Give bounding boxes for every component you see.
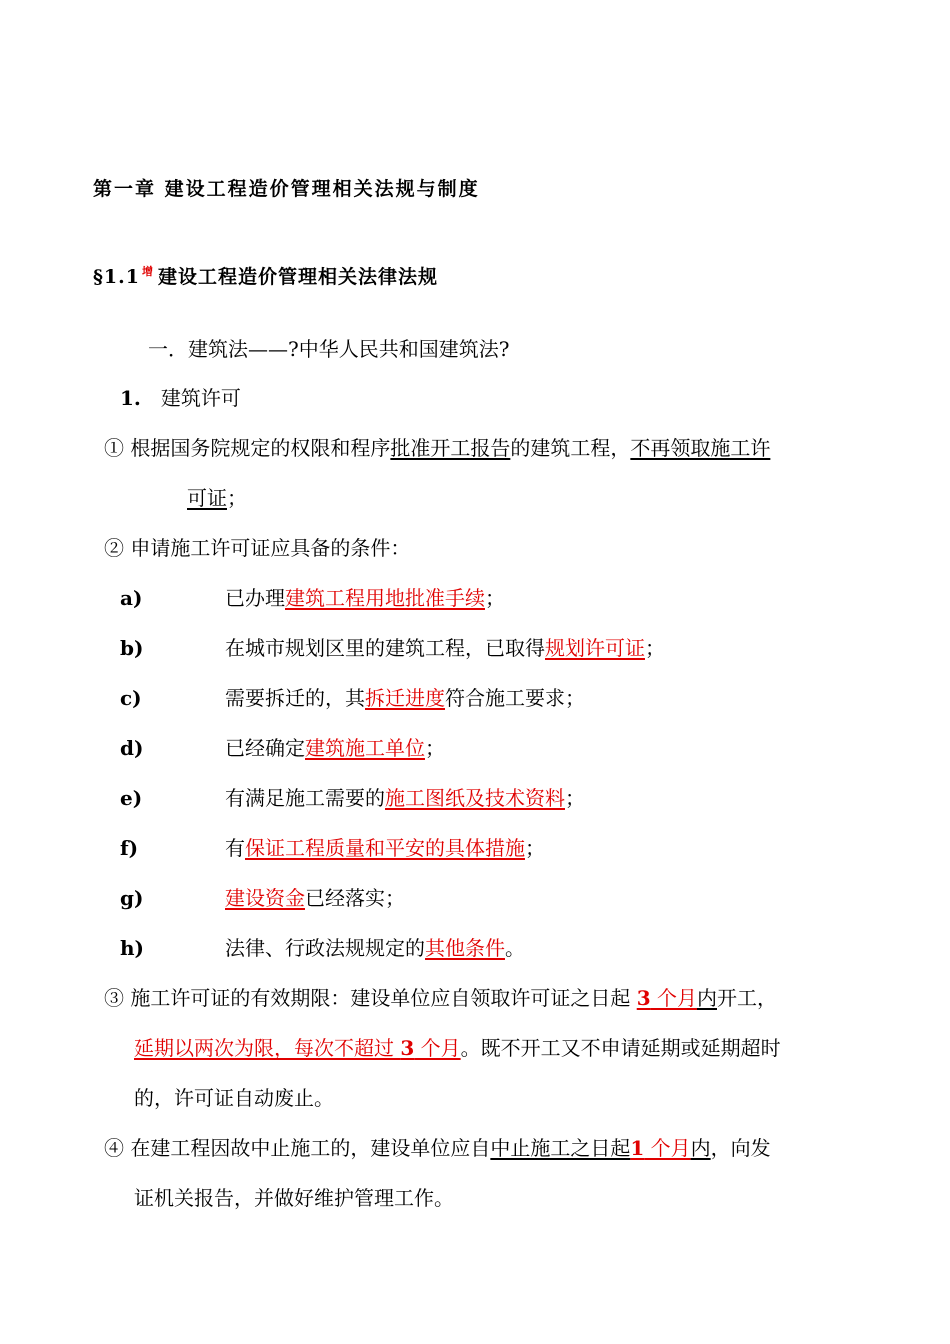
text-run: ；: [645, 636, 665, 660]
list-item: [0, 735, 950, 761]
list-item: [0, 935, 950, 961]
paragraph-3: [104, 985, 777, 1011]
text-run: 法律、行政法规规定的: [225, 936, 425, 960]
highlighted-text: 延期以两次为限，每次不超过: [134, 1036, 401, 1060]
text-run: 已经落实；: [305, 886, 405, 910]
list-text: [225, 935, 525, 961]
highlighted-text: 个月: [650, 986, 697, 1010]
underlined-text: 不再领取施工许: [630, 436, 771, 460]
text-run: 施工许可证的有效期限：建设单位应自领取许可证之日起: [130, 986, 637, 1010]
heading-text: 建筑许可: [160, 386, 241, 410]
text-run: ；: [565, 786, 585, 810]
highlighted-text: 建筑工程用地批准手续: [285, 586, 485, 610]
text-run: 根据国务院规定的权限和程序: [130, 436, 391, 460]
list-item: [0, 685, 950, 711]
text-run: 有: [225, 836, 245, 860]
text-run: 在城市规划区里的建筑工程，已取得: [225, 636, 545, 660]
chapter-title: 第一章 建设工程造价管理相关法规与制度: [93, 178, 480, 200]
list-item: [0, 885, 950, 911]
text-run: ；: [525, 836, 545, 860]
highlighted-text: 拆迁进度: [365, 686, 445, 710]
highlighted-text: 其他条件: [425, 936, 505, 960]
list-item: [0, 835, 950, 861]
section-heading: [93, 259, 438, 290]
paragraph-4-cont: [134, 1185, 454, 1211]
list-label: d): [120, 736, 144, 760]
text-run: 符合施工要求；: [445, 686, 585, 710]
paragraph-2: [104, 535, 410, 561]
list-text: [225, 835, 545, 861]
list-label: e): [120, 786, 143, 810]
heading-level-1: 一．建筑法——?中华人民共和国建筑法?: [148, 337, 510, 361]
underlined-text: 批准开工报告: [390, 436, 511, 460]
item-marker: ③: [104, 986, 124, 1010]
paragraph-1-cont: [187, 485, 247, 511]
paragraph-3-cont: [134, 1085, 334, 1111]
list-text: [225, 635, 665, 661]
item-marker: ④: [104, 1136, 124, 1160]
underlined-text: 中止施工之日起: [490, 1136, 631, 1160]
text-run: 需要拆迁的，其: [225, 686, 365, 710]
highlighted-text: 个月: [414, 1036, 461, 1060]
underlined-text: 内: [697, 986, 717, 1010]
list-label: c): [120, 686, 142, 710]
text-run: 开工，: [717, 986, 777, 1010]
highlighted-text: 建设资金: [225, 886, 305, 910]
highlighted-text: 施工图纸及技术资料: [385, 786, 565, 810]
list-text: [225, 585, 505, 611]
text-run: 的建筑工程，: [510, 436, 631, 460]
text-run: 有满足施工需要的: [225, 786, 385, 810]
text-run: ；: [425, 736, 445, 760]
section-number: §1.1: [93, 266, 140, 288]
list-text: [225, 885, 405, 911]
paragraph-4: [104, 1135, 771, 1161]
text-run: 的，许可证自动废止。: [134, 1086, 334, 1110]
text-run: ；: [227, 486, 247, 510]
list-label: b): [120, 636, 144, 660]
text-run: 。既不开工又不申请延期或延期超时: [460, 1036, 781, 1060]
text-run: 申请施工许可证应具备的条件：: [130, 536, 411, 560]
text-run: ；: [485, 586, 505, 610]
highlighted-text: 保证工程质量和平安的具体措施: [245, 836, 525, 860]
text-run: 已办理: [225, 586, 285, 610]
highlighted-text: 建筑施工单位: [305, 736, 425, 760]
list-label: a): [120, 586, 143, 610]
section-mark: 增: [142, 265, 154, 278]
underlined-text: 内: [690, 1136, 711, 1160]
highlighted-text: 规划许可证: [545, 636, 645, 660]
highlighted-number: 3: [400, 1036, 415, 1060]
text-run: 已经确定: [225, 736, 305, 760]
list-item: [0, 585, 950, 611]
list-label: f): [120, 836, 139, 860]
section-title: 建设工程造价管理相关法律法规: [158, 266, 439, 288]
paragraph-3-cont: [134, 1035, 781, 1061]
text-run: ，向发: [710, 1136, 771, 1160]
paragraph-1: [104, 435, 770, 461]
heading-number: 1.: [120, 386, 141, 410]
underlined-text: 可证: [187, 486, 227, 510]
list-item: [0, 635, 950, 661]
list-text: [225, 735, 445, 761]
item-marker: ①: [104, 436, 124, 460]
list-text: [225, 785, 585, 811]
text-run: 证机关报告，并做好维护管理工作。: [134, 1186, 454, 1210]
highlighted-number: 3: [636, 986, 651, 1010]
highlighted-number: 1: [630, 1136, 645, 1160]
text-run: 。: [505, 936, 525, 960]
highlighted-text: 个月: [644, 1136, 691, 1160]
heading-level-2: [120, 385, 241, 411]
list-text: [225, 685, 585, 711]
list-label: h): [120, 936, 145, 960]
item-marker: ②: [104, 536, 124, 560]
list-item: [0, 785, 950, 811]
text-run: 在建工程因故中止施工的，建设单位应自: [130, 1136, 491, 1160]
list-label: g): [120, 886, 144, 910]
